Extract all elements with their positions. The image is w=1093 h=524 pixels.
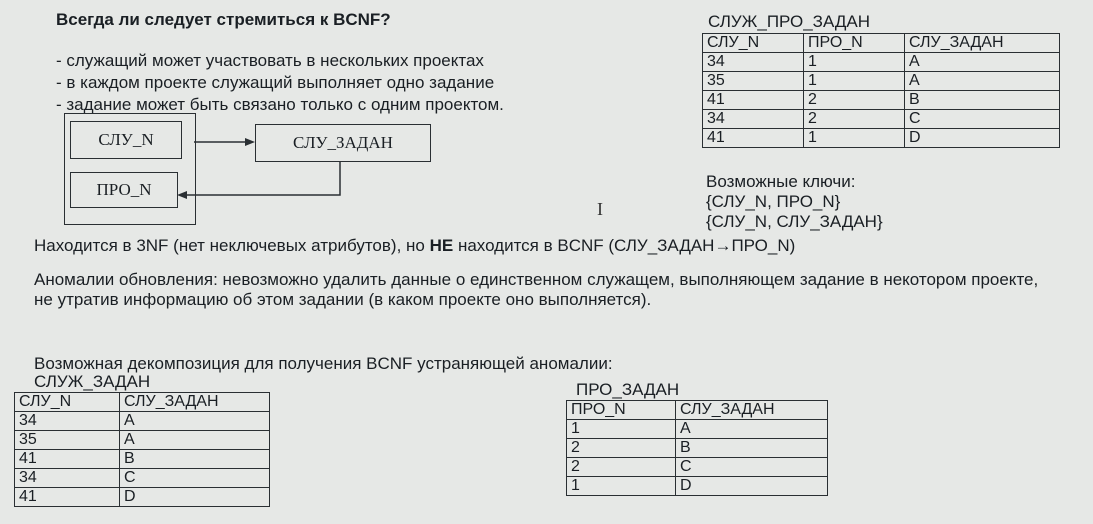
table-header-row (703, 34, 1060, 53)
table-row (15, 469, 270, 488)
table-cell: 34 (15, 469, 120, 488)
column-header: ПРО_N (804, 34, 905, 53)
table-pro-caption: ПРО_ЗАДАН (576, 380, 680, 399)
notice-text: Находится в 3NF (нет неключевых атрибутов), но (34, 236, 430, 255)
table-header-row (567, 401, 828, 420)
table-cell: 41 (15, 488, 120, 507)
table-cell: A (120, 431, 270, 450)
table-row (15, 450, 270, 469)
table-cell: 34 (703, 53, 804, 72)
table-cell: 1 (567, 477, 676, 496)
table-cell: B (905, 91, 1060, 110)
arrowhead-right (245, 138, 255, 146)
table-row (567, 439, 828, 458)
table-cell: 41 (15, 450, 120, 469)
table-cell: 2 (804, 110, 905, 129)
table-cell: D (676, 477, 828, 496)
table-sluzh-zadan (14, 392, 270, 507)
table-cell: 41 (703, 129, 804, 148)
normal-form-notice (34, 236, 795, 256)
diagram-box-slu-n: СЛУ_N (70, 121, 182, 159)
bullet-item: - в каждом проекте служащий выполняет одно задание (56, 73, 495, 92)
key-item: {СЛУ_N, СЛУ_ЗАДАН} (706, 212, 883, 231)
table-row (567, 477, 828, 496)
table-cell: C (676, 458, 828, 477)
table-cell: 1 (804, 129, 905, 148)
table-row (703, 129, 1060, 148)
table-cell: A (120, 412, 270, 431)
key-item: {СЛУ_N, ПРО_N} (706, 192, 841, 211)
table-cell: 1 (567, 420, 676, 439)
column-header: СЛУ_ЗАДАН (120, 393, 270, 412)
anomaly-paragraph: Аномалии обновления: невозможно удалить данные о единственном служащем, выполняющем задание в некотором проекте, не утратив информацию об этом задании (в каком проекте оно выполняется). (34, 270, 1039, 309)
table-pro-zadan (566, 400, 828, 496)
table-cell: 2 (567, 458, 676, 477)
table-cell: 2 (804, 91, 905, 110)
table-cell: 41 (703, 91, 804, 110)
table-cell: A (676, 420, 828, 439)
arrow-zadan-to-pro (186, 161, 340, 195)
table-cell: D (905, 129, 1060, 148)
table-cell: C (120, 469, 270, 488)
table-row (15, 488, 270, 507)
arrowhead-left (177, 191, 187, 199)
table-row (567, 458, 828, 477)
column-header: СЛУ_ЗАДАН (676, 401, 828, 420)
table-cell: 1 (804, 72, 905, 91)
table-cell: 1 (804, 53, 905, 72)
notice-text: находится в BCNF (СЛУ_ЗАДАН→ПРО_N) (453, 236, 796, 255)
bullet-item: - служащий может участвовать в нескольких проектах (56, 51, 484, 70)
table-cell: C (905, 110, 1060, 129)
table-cell: B (120, 450, 270, 469)
table-sluzh-caption: СЛУЖ_ЗАДАН (34, 372, 151, 391)
table-row (15, 431, 270, 450)
table-sluzh-pro-zadan (702, 33, 1060, 148)
diagram-box-pro-n: ПРО_N (70, 172, 178, 208)
decomposition-heading: Возможная декомпозиция для получения BCNF устраняющей аномалии: (34, 354, 613, 373)
keys-label: Возможные ключи: (706, 172, 856, 191)
diagram-box-slu-zadan: СЛУ_ЗАДАН (255, 124, 431, 162)
column-header: СЛУ_N (15, 393, 120, 412)
bullet-item: - задание может быть связано только с одним проектом. (56, 95, 504, 114)
notice-emphasis: НЕ (429, 236, 454, 255)
table-main-caption: СЛУЖ_ПРО_ЗАДАН (708, 12, 870, 31)
table-header-row (15, 393, 270, 412)
table-cell: 34 (703, 110, 804, 129)
table-row (567, 420, 828, 439)
slide-title: Всегда ли следует стремиться к BCNF? (56, 10, 391, 29)
table-row (703, 72, 1060, 91)
table-cell: 35 (15, 431, 120, 450)
table-cell: A (905, 72, 1060, 91)
table-cell: D (120, 488, 270, 507)
table-cell: 35 (703, 72, 804, 91)
table-row (703, 91, 1060, 110)
table-cell: 34 (15, 412, 120, 431)
table-row (15, 412, 270, 431)
table-row (703, 110, 1060, 129)
column-header: СЛУ_N (703, 34, 804, 53)
possible-keys (706, 172, 883, 232)
text-cursor-icon: I (597, 199, 603, 219)
column-header: ПРО_N (567, 401, 676, 420)
column-header: СЛУ_ЗАДАН (905, 34, 1060, 53)
table-cell: B (676, 439, 828, 458)
table-cell: A (905, 53, 1060, 72)
table-cell: 2 (567, 439, 676, 458)
table-row (703, 53, 1060, 72)
